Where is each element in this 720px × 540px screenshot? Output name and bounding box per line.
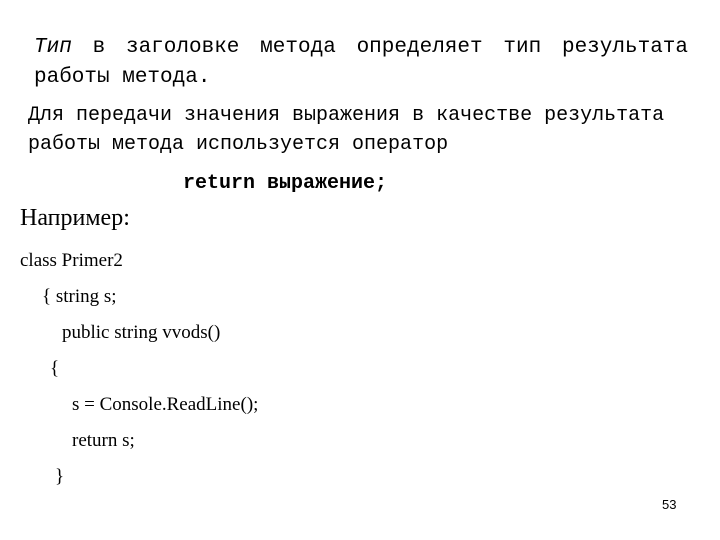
return-syntax: return выражение; [183,172,388,195]
intro-text: в заголовке метода определяет тип результата работы метода. [34,36,688,89]
code-line: return s; [72,430,135,451]
code-line: } [55,466,65,487]
example-label: Например: [20,205,130,231]
code-line: { [50,358,60,379]
intro-term: Тип [34,36,72,59]
return-paragraph: Для передачи значения выражения в качестве результата работы метода используется оператор [28,104,665,156]
code-line: class Primer2 [20,250,123,271]
code-line: s = Console.ReadLine(); [72,394,259,415]
page-number: 53 [662,497,677,512]
code-line: public string vvods() [62,322,221,343]
code-line: { string s; [42,286,117,307]
intro-paragraph [34,33,688,93]
